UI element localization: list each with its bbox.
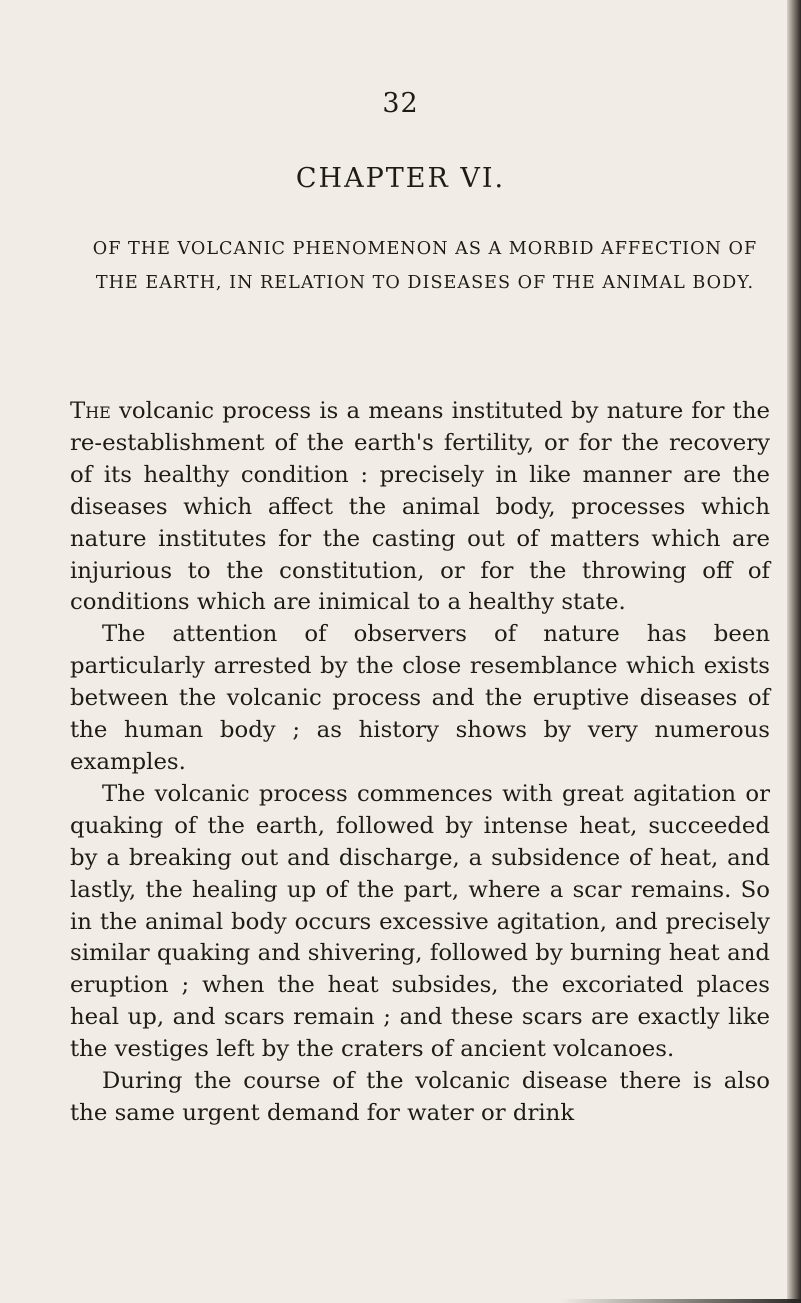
chapter-title: CHAPTER VI. xyxy=(295,163,506,194)
paragraph-2: The attention of observers of nature has been particularly arrested by the close resemblance which exists between the volcanic process and the eruptive diseases of the human body ; as history shows by very numerous examples. xyxy=(70,621,770,775)
page-edge-shadow xyxy=(787,0,801,1303)
page-bottom-shadow xyxy=(560,1299,801,1303)
chapter-subheading: OF THE VOLCANIC PHENOMENON AS A MORBID AFFECTION OF THE EARTH, IN RELATION TO DISEASES OF THE ANIMAL BODY. xyxy=(92,239,758,293)
paragraph-1-lead-word: The xyxy=(70,398,111,424)
paragraph-1 xyxy=(70,396,770,619)
page-number: 32 xyxy=(382,88,419,119)
paragraph-1-text: volcanic process is a means instituted by nature for the re-establishment of the earth's fertility, or for the recovery of its healthy condition : precisely in like manner are the diseases which affect the animal body, processes which nature institutes for the casting out of matters which are injurious to the constitution, or for the throwing off of conditions which are inimical to a healthy state. xyxy=(70,398,770,616)
paragraph-3: The volcanic process commences with great agitation or quaking of the earth, followed by intense heat, succeeded by a breaking out and discharge, a subsidence of heat, and lastly, the healing up of the part, where a scar remains. So in the animal body occurs excessive agitation, and precisely similar quaking and shivering, followed by burning heat and eruption ; when the heat subsides, the excoriated places heal up, and scars remain ; and these scars are exactly like the vestiges left by the craters of ancient volcanoes. xyxy=(70,780,770,1063)
body-text xyxy=(70,396,770,1130)
paragraph-4: During the course of the volcanic disease there is also the same urgent demand for water or drink xyxy=(70,1068,770,1126)
